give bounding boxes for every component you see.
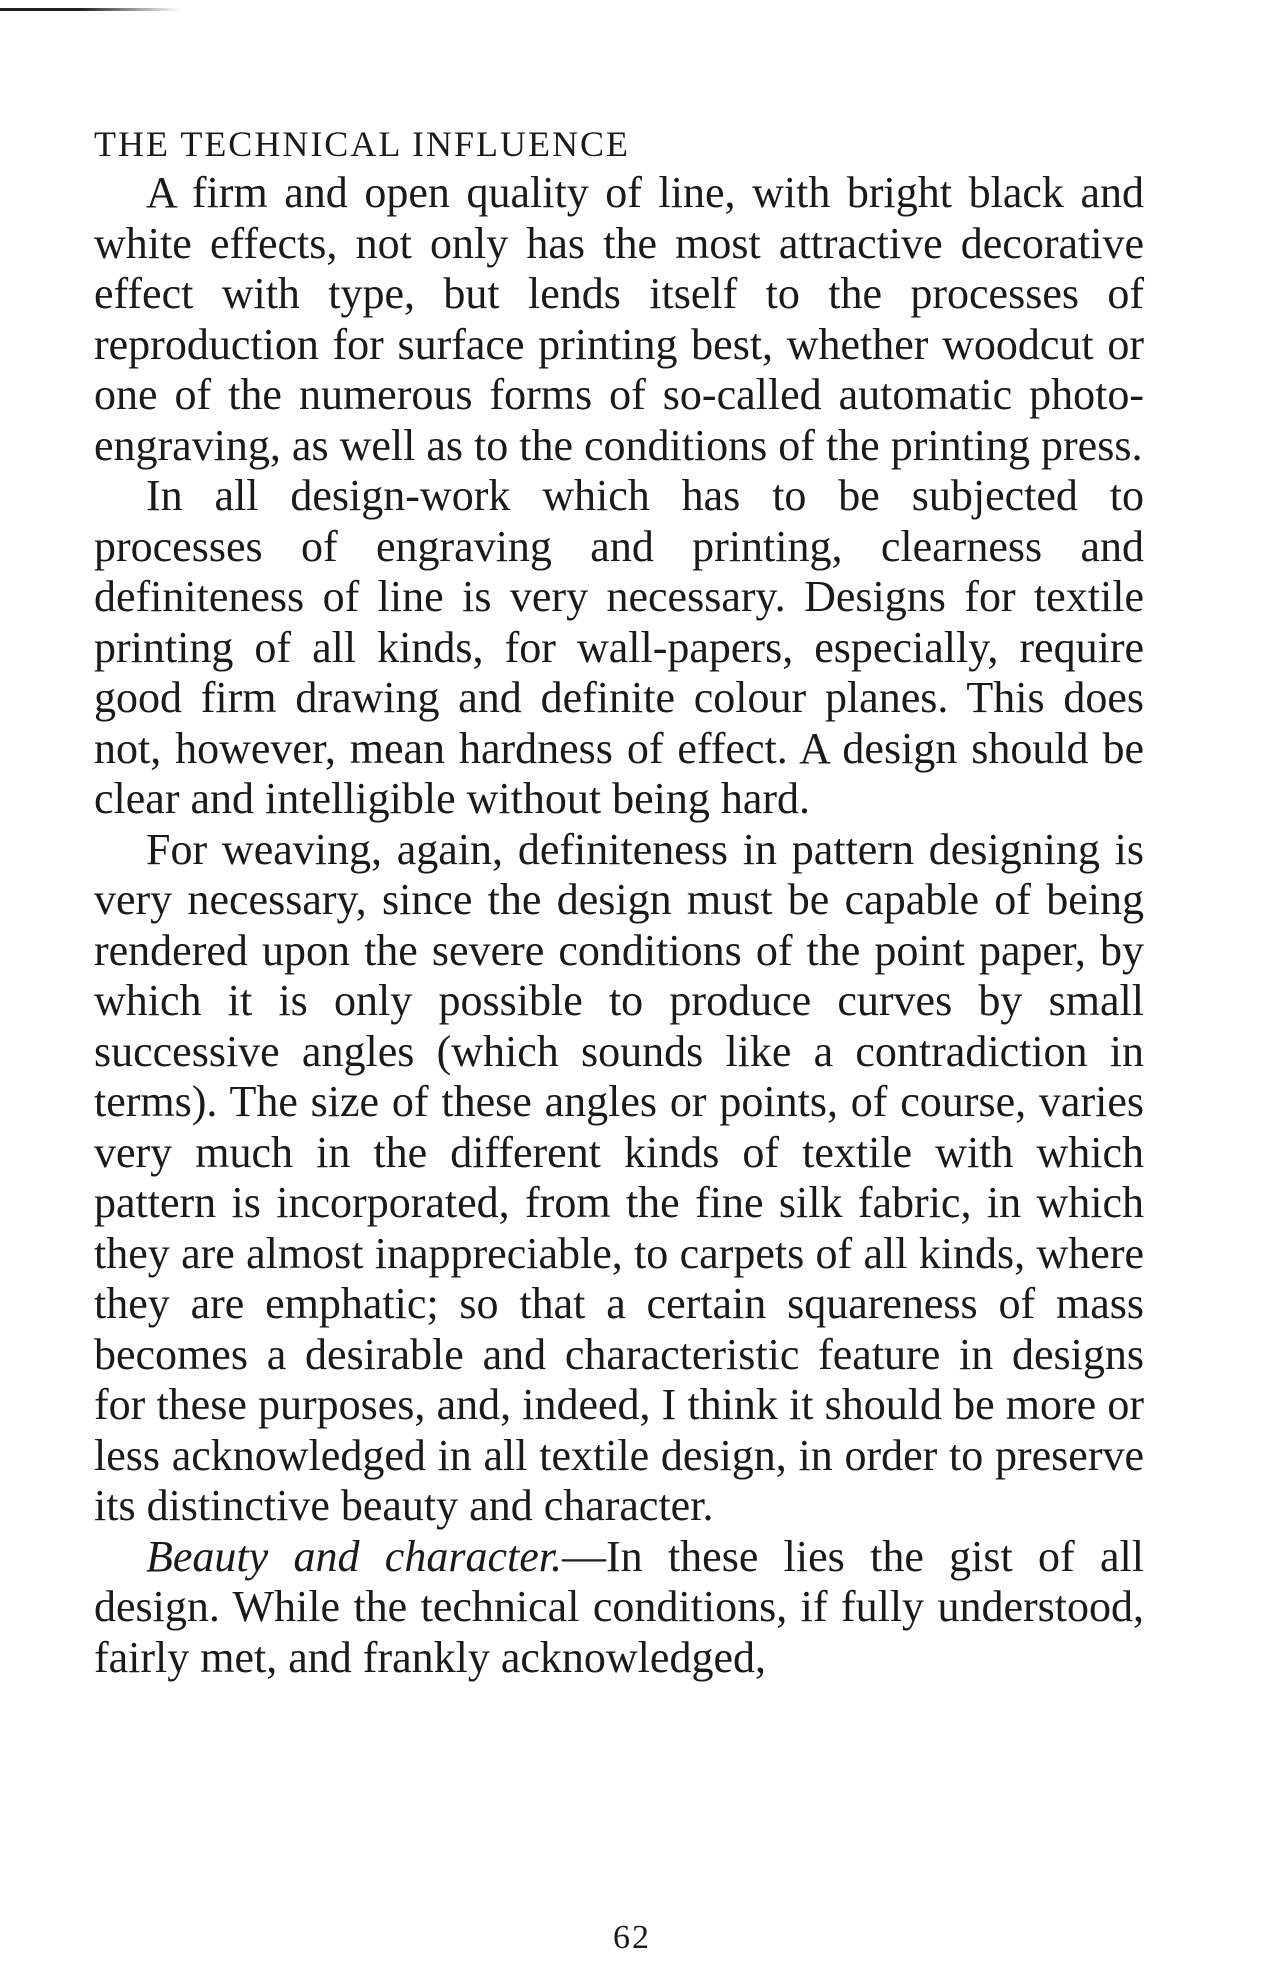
paragraph-4-text: —In these lies the gist of all design. While the technical conditions, if fully understood, fairly met, and frankly acknowledged, [94, 1531, 1144, 1682]
paragraph-2-text: In all design-work which has to be subjected to processes of engraving and printing, clearness and definiteness of line is very necessary. Designs for textile printing of all kinds, for wall-papers, especially, require good firm drawing and definite colour planes. This does not, however, mean hardness of effect. A design should be clear and intelligible without being hard. [94, 471, 1144, 823]
paragraph-4 [94, 1532, 1144, 1684]
running-head: THE TECHNICAL INFLUENCE [94, 124, 630, 164]
paragraph-1 [94, 168, 1144, 471]
paragraph-2 [94, 471, 1144, 825]
paragraph-3-text: For weaving, again, definiteness in pattern designing is very necessary, since the design must be capable of being rendered upon the severe conditions of the point paper, by which it is only possible to produce curves by small successive angles (which sounds like a contradiction in terms). The size of these angles or points, of course, varies very much in the different kinds of textile with which pattern is incorporated, from the fine silk fabric, in which they are almost inappreciable, to carpets of all kinds, where they are emphatic; so that a certain squareness of mass becomes a desirable and characteristic feature in designs for these purposes, and, indeed, I think it should be more or less acknowledged in all textile design, in order to preserve its distinctive beauty and character. [94, 824, 1144, 1530]
paragraph-4-italic-lead: Beauty and character. [146, 1531, 562, 1581]
page-number: 62 [613, 1919, 651, 1956]
corner-rule [0, 8, 180, 11]
body-text [94, 168, 1144, 1683]
page-body [94, 120, 1144, 1683]
paragraph-1-text: A firm and open quality of line, with bright black and white effects, not only has the most attractive decorative effect with type, but lends itself to the processes of reproduction for surface printing best, whether woodcut or one of the numerous forms of so-called automatic photo-engraving, as well as to the conditions of the printing press. [94, 168, 1144, 470]
paragraph-3 [94, 825, 1144, 1532]
